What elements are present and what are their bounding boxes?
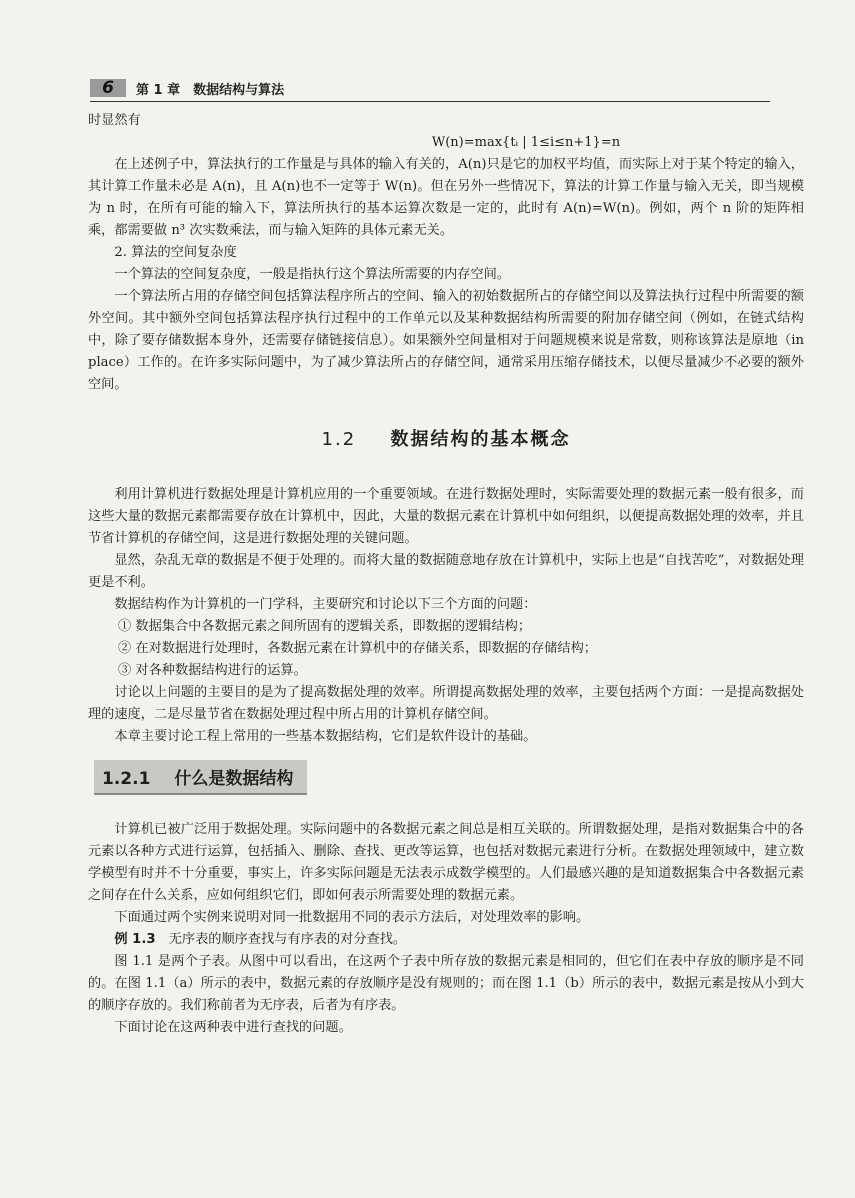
list-item: ① 数据集合中各数据元素之间所固有的逻辑关系，即数据的逻辑结构； (118, 619, 532, 634)
paragraph: 一个算法所占用的存储空间包括算法程序所占的空间、输入的初始数据所占的存储空间以及算法执行过程中所需要的额外空间。其中额外空间包括算法程序执行过程中的工作单元以及某种数据结构所需要的附加存储空间（例如，在链式结构中，除了要存储数据本身外，还需要存储链接信息）。如果额外空间量相对于问题规模来说是常数，则称该算法是原地（in place）工作的。在许多实际问题中，为了减少算法所占的存储空间，通常采用压缩存储技术，以便尽量减少不必要的额外空间。 (88, 289, 804, 392)
section-title: 数据结构的基本概念 (390, 429, 571, 450)
subsection-number: 1.2.1 (102, 769, 151, 789)
heading-space-complexity: 2. 算法的空间复杂度 (114, 245, 237, 260)
page-content (88, 110, 804, 1039)
paragraph: 讨论以上问题的主要目的是为了提高数据处理的效率。所谓提高数据处理的效率，主要包括两个方面：一是提高数据处理的速度，二是尽量节省在数据处理过程中所占用的计算机存储空间。 (88, 685, 804, 722)
list-item: ③ 对各种数据结构进行的运算。 (118, 663, 307, 678)
paragraph: 一个算法的空间复杂度，一般是指执行这个算法所需要的内存空间。 (114, 267, 511, 282)
formula: W(n)=max{tᵢ | 1≤i≤n+1}=n (431, 135, 621, 150)
page-header (90, 78, 770, 98)
section-heading (88, 426, 804, 454)
example-text: 无序表的顺序查找与有序表的对分查找。 (168, 932, 407, 947)
example-label: 例 1.3 (114, 932, 156, 947)
paragraph: 数据结构作为计算机的一门学科，主要研究和讨论以下三个方面的问题： (114, 597, 537, 612)
subsection-heading (94, 760, 307, 795)
section-number: 1.2 (321, 429, 357, 450)
paragraph: 本章主要讨论工程上常用的一些基本数据结构，它们是软件设计的基础。 (114, 729, 537, 744)
paragraph: 利用计算机进行数据处理是计算机应用的一个重要领域。在进行数据处理时，实际需要处理的数据元素一般有很多，而这些大量的数据元素都需要存放在计算机中，因此，大量的数据元素在计算机中如何组织，以便提高数据处理的效率，并且节省计算机的存储空间，这是进行数据处理的关键问题。 (88, 487, 804, 546)
list-item: ② 在对数据进行处理时，各数据元素在计算机中的存储关系，即数据的存储结构； (118, 641, 597, 656)
page-number: 6 (90, 79, 126, 97)
paragraph: 计算机已被广泛用于数据处理。实际问题中的各数据元素之间总是相互关联的。所谓数据处理，是指对数据集合中的各元素以各种方式进行运算，包括插入、删除、查找、更改等运算，也包括对数据元素进行分析。在数据处理领域中，建立数学模型有时并不十分重要，事实上，许多实际问题是无法表示成数学模型的。人们最感兴趣的是知道数据集合中各数据元素之间存在什么关系，应如何组织它们，即如何表示所需要处理的数据元素。 (88, 822, 804, 903)
running-head: 第 1 章 数据结构与算法 (136, 82, 285, 98)
subsection-title: 什么是数据结构 (174, 769, 294, 789)
paragraph: 下面讨论在这两种表中进行查找的问题。 (114, 1020, 352, 1035)
paragraph: 在上述例子中，算法执行的工作量是与具体的输入有关的，A(n)只是它的加权平均值，而实际上对于某个特定的输入，其计算工作量未必是 A(n)，且 A(n)也不一定等于 W(n)。但在另外一些情况下，算法的计算工作量与输入无关，即当规模为 n 时，在所有可能的输入下，算法所执行的基本运算次数是一定的，此时有 A(n)=W(n)。例如，两个 n 阶的矩阵相乘，都需要做 n³ 次实数乘法，而与输入矩阵的具体元素无关。 (88, 157, 804, 238)
paragraph: 图 1.1 是两个子表。从图中可以看出，在这两个子表中所存放的数据元素是相同的，但它们在表中存放的顺序是不同的。在图 1.1（a）所示的表中，数据元素的存放顺序是没有规则的；而在图 1.1（b）所示的表中，数据元素是按从小到大的顺序存放的。我们称前者为无序表，后者为有序表。 (88, 954, 804, 1013)
example-paragraph (88, 929, 804, 951)
paragraph: 下面通过两个实例来说明对同一批数据用不同的表示方法后，对处理效率的影响。 (114, 910, 590, 925)
paragraph: 显然，杂乱无章的数据是不便于处理的。而将大量的数据随意地存放在计算机中，实际上也是“自找苦吃”，对数据处理更是不利。 (88, 553, 804, 590)
header-rule (90, 101, 770, 102)
paragraph: 时显然有 (88, 113, 141, 128)
